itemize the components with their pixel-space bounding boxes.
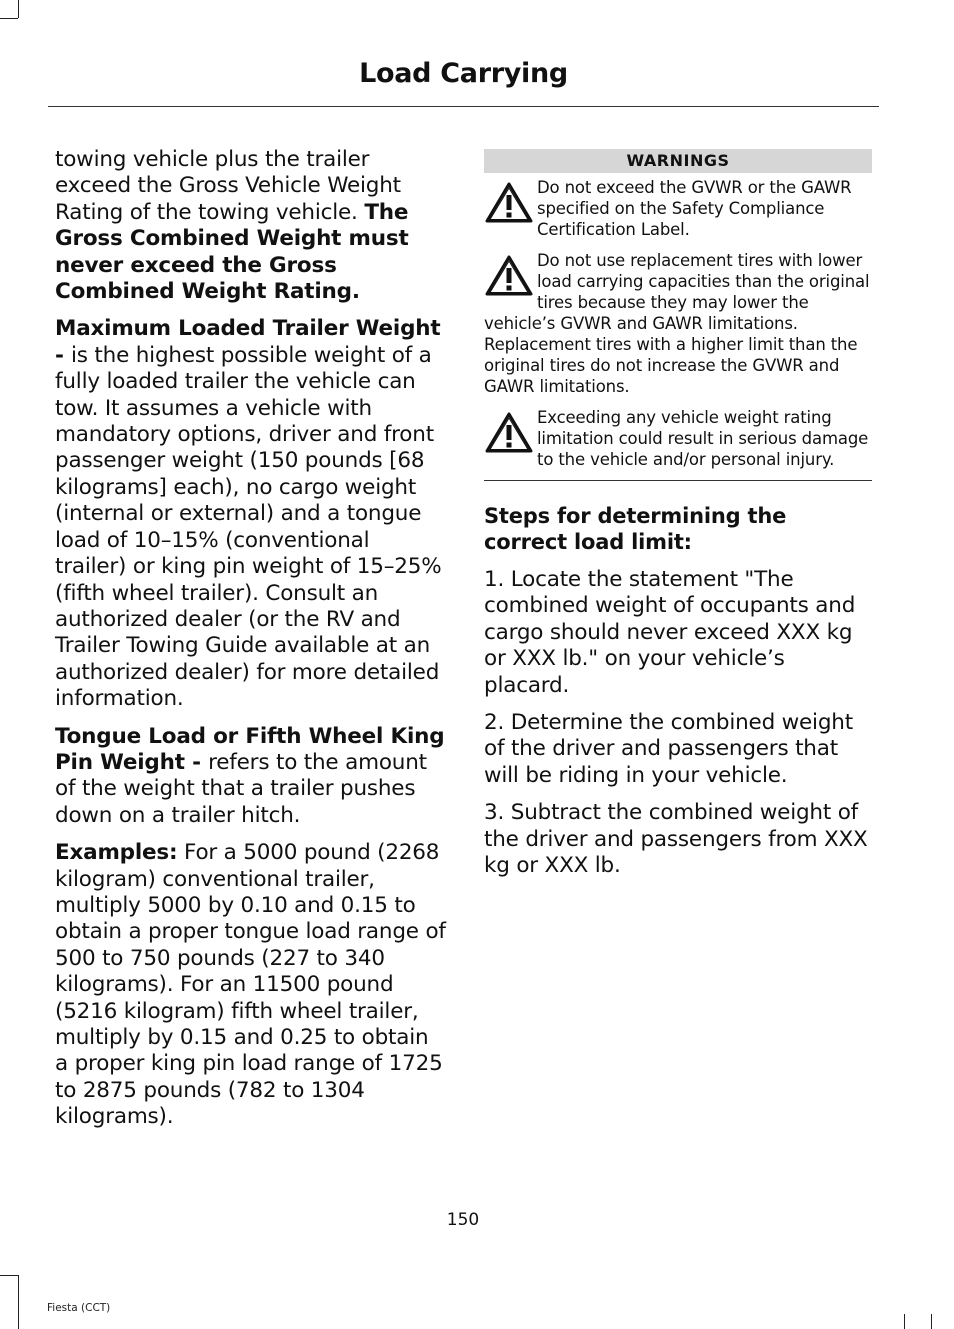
crop-mark [0,18,18,19]
warning-item [484,177,872,240]
paragraph-bold-text: The Gross Combined Weight must never exceed the Gross Combined Weight Rating. [55,199,409,305]
crop-mark [904,1314,905,1329]
paragraph-max-loaded-trailer-weight [55,316,447,712]
paragraph-text: refers to the amount of the weight that a trailer pushes down on a trailer hitch. [55,749,427,828]
header-divider [48,106,879,107]
warning-text: Do not exceed the GVWR or the GAWR specified on the Safety Compliance Certification Label. [537,178,852,239]
crop-mark [931,1314,932,1329]
term-label: Examples: [55,840,178,866]
warnings-divider [484,480,872,481]
warning-triangle-icon [484,411,534,455]
crop-mark [18,0,19,18]
paragraph-text: towing vehicle plus the trailer exceed the Gross Vehicle Weight Rating of the towing vehicle. [55,147,401,225]
steps-heading: Steps for determining the correct load limit: [484,504,787,554]
step-item: 2. Determine the combined weight of the driver and passengers that will be riding in your vehicle. [484,710,853,788]
warning-item [484,250,872,397]
right-column [484,149,872,890]
step-item: 3. Subtract the combined weight of the driver and passengers from XXX kg or XXX lb. [484,800,868,879]
page-number: 150 [446,1210,480,1230]
term-label: Maximum Loaded Trailer Weight - [55,316,441,368]
warning-triangle-icon [484,181,534,225]
step-item: 1. Locate the statement "The combined weight of occupants and cargo should never exceed XXX kg or XXX lb." on your vehicle’s placard. [484,567,856,698]
left-column [55,147,447,1142]
warning-text: Exceeding any vehicle weight rating limitation could result in serious damage to the vehicle and/or personal injury. [537,408,869,469]
warning-triangle-icon [484,254,534,298]
paragraph-examples [55,840,447,1130]
warnings-heading: WARNINGS [484,149,872,173]
paragraph-tongue-load [55,724,447,830]
footer-model-label: Fiesta (CCT) [47,1302,111,1314]
warning-text: Do not use replacement tires with lower load carrying capacities than the original tires because they may lower the vehicle’s GVWR and GAWR limitations. Replacement tires with a higher limit than the original tires do not increase the GVWR and GAWR limitations. [484,251,870,396]
paragraph-text: is the highest possible weight of a fully loaded trailer the vehicle can tow. It assumes a vehicle with mandatory options, driver and front passenger weight (150 pounds [68 kilograms] each), no cargo weight (internal or external) and a tongue load of 10–15% (conventional trailer) or king pin weight of 15–25% (fifth wheel trailer). Consult an authorized dealer (or the RV and Trailer Towing Guide available at an authorized dealer) for more detailed information. [55,342,442,712]
paragraph-text: For a 5000 pound (2268 kilogram) conventional trailer, multiply 5000 by 0.10 and 0.15 to obtain a proper tongue load range of 500 to 750 pounds (227 to 340 kilograms). For an 11500 pound (5216 kilogram) fifth wheel trailer, multiply by 0.15 and 0.25 to obtain a proper king pin load range of 1725 to 2875 pounds (782 to 1304 kilograms). [55,840,446,1130]
page-title: Load Carrying [359,58,568,89]
crop-mark [0,1275,18,1276]
term-label: Tongue Load or Fifth Wheel King Pin Weight - [55,723,445,775]
crop-mark [18,1275,19,1329]
warning-item [484,407,872,470]
paragraph-gcw [55,147,447,305]
